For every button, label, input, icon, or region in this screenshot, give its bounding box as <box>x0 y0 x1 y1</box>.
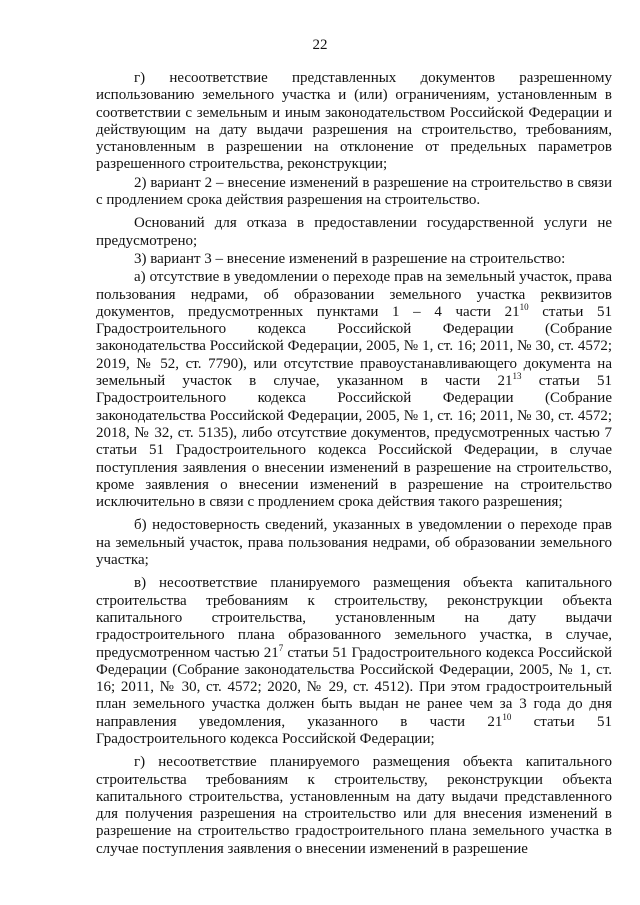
paragraph-v-inconsistency-placement <box>96 575 612 748</box>
document-body <box>96 70 612 858</box>
page-number: 22 <box>312 37 328 53</box>
paragraph-g-inconsistency-documents: г) несоответствие представленных документов разрешенному использованию земельного участка и (или) ограничениям, установленным в соответствии с земельным и иным законодательством Российской Федерации и действующим на дату выдачи разрешения на строительство, требованиям, установленным в разрешении на отклонение от предельных параметров разрешенного строительства, реконструкции; <box>96 70 612 173</box>
paragraph-v-text-part-1: в) несоответствие планируемого размещения объекта капитального строительства требованиям к строительству, реконструкции объекта капитального строительства, установленным на дату выдачи градостроительного плана образованного земельного участка, в случае, предусмотренном частью 21 <box>96 575 612 661</box>
paragraph-no-refusal-grounds: Оснований для отказа в предоставлении государственной услуги не предусмотрено; <box>96 215 612 249</box>
paragraph-g-inconsistency-placement: г) несоответствие планируемого размещения объекта капитального строительства требованиям к строительству, реконструкции объекта капитального строительства, установленным на дату выдачи представленного для получения разрешения на строительство или для внесения изменений в разрешение на строительство градостроительного плана земельного участка в случае поступления заявления о внесении изменений в разрешение <box>96 754 612 857</box>
paragraph-v-text-part-2: статьи 51 Градостроительного кодекса Российской Федерации (Собрание законодательства Российской Федерации, 2005, № 1, ст. 16; 2011, № 30, ст. 4572; 2020, № 29, ст. 4512). При этом градостроительный план земельного участка должен быть выдан не ранее чем за 3 года до дня направления уведомления, указанного в части 21 <box>96 644 612 730</box>
paragraph-variant-2: 2) вариант 2 – внесение изменений в разрешение на строительство в связи с продлением срока действия разрешения на строительство. <box>96 174 612 209</box>
paragraph-variant-3: 3) вариант 3 – внесение изменений в разрешение на строительство: <box>134 250 566 267</box>
paragraph-a-text-part-1: а) отсутствие в уведомлении о переходе прав на земельный участок, права пользования недрами, об образовании земельного участка реквизитов документов, предусмотренных пунктами 1 – 4 части 21 <box>96 269 612 320</box>
paragraph-a-text-part-3: статьи 51 Градостроительного кодекса Российской Федерации (Собрание законодательства Российской Федерации, 2005, № 1, ст. 16; 2011, № 30, ст. 4572; 2018, № 32, ст. 5135), либо отсутствие документов, предусмотренных частью 7 статьи 51 Градостроительного кодекса Российской Федерации, в случае поступления заявления о внесении изменений в разрешение на строительство, кроме заявления о внесении изменений в разрешение на строительство исключительно в связи с продлением срока действия такого разрешения; <box>96 373 613 511</box>
superscript-part-number: 7 <box>278 642 284 653</box>
paragraph-a-absence-in-notice <box>96 269 612 511</box>
paragraph-v-text-part-3: статьи 51 Градостроительного кодекса Российской Федерации; <box>96 713 612 747</box>
superscript-part-number: 13 <box>512 371 522 382</box>
superscript-part-number: 10 <box>502 711 512 722</box>
superscript-part-number: 10 <box>519 301 529 312</box>
paragraph-b-unreliable-info: б) недостоверность сведений, указанных в уведомлении о переходе прав на земельный участок, права пользования недрами, об образовании земельного участка; <box>96 517 612 569</box>
paragraph-a-text-part-2: статьи 51 Градостроительного кодекса Российской Федерации (Собрание законодательства Российской Федерации, 2005, № 1, ст. 16; 2011, № 30, ст. 4572; 2019, № 52, ст. 7790), или отсутствие правоустанавливающего документа на земельный участок в случае, указанном в части 21 <box>96 303 612 390</box>
